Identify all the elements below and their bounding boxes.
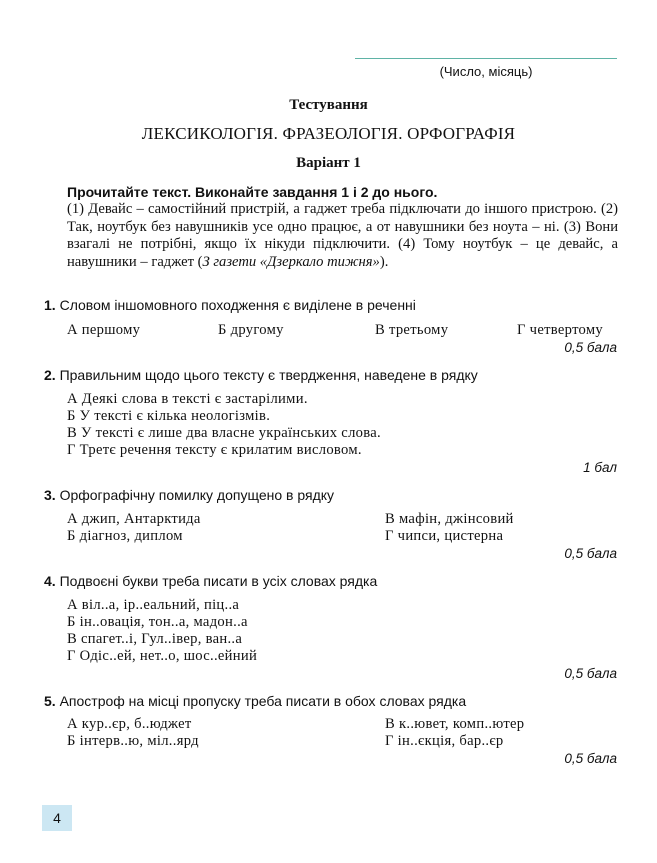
q3-option-a[interactable]: А джип, Антарктида — [67, 511, 201, 527]
page-number: 4 — [42, 805, 72, 831]
q4-option-a[interactable]: А віл..а, ір..еальний, піц..а — [67, 597, 240, 613]
q2-option-d[interactable]: Г Третє речення тексту є крилатим висловом. — [67, 442, 362, 458]
q5-option-c[interactable]: В к..ювет, комп..ютер — [385, 716, 525, 732]
question-text: Апостроф на місці пропуску треба писати в обох словах рядка — [59, 693, 467, 709]
q5-option-d[interactable]: Г ін..єкція, бар..єр — [385, 733, 504, 749]
question-number: 1. — [44, 297, 56, 313]
q3-option-d[interactable]: Г чипси, цистерна — [385, 528, 504, 544]
q3-option-c[interactable]: В мафін, джінсовий — [385, 511, 514, 527]
question-number: 2. — [44, 367, 56, 383]
reading-passage — [67, 201, 618, 271]
question-text: Правильним щодо цього тексту є твердження, наведене в рядку — [59, 367, 478, 383]
q5-points: 0,5 бала — [564, 751, 617, 766]
test-title: Тестування — [289, 97, 368, 113]
question-text: Подвоєні букви треба писати в усіх словах рядка — [59, 573, 378, 589]
q1-option-b[interactable]: Б другому — [218, 322, 284, 338]
q1-option-d[interactable]: Г четвертому — [517, 322, 604, 338]
question-number: 3. — [44, 487, 56, 503]
question-3 — [44, 487, 334, 503]
question-text: Орфографічну помилку допущено в рядку — [59, 487, 335, 503]
question-4 — [44, 573, 377, 589]
date-caption: (Число, місяць) — [439, 64, 533, 79]
question-1 — [44, 297, 416, 313]
section-title: ЛЕКСИКОЛОГІЯ. ФРАЗЕОЛОГІЯ. ОРФОГРАФІЯ — [141, 124, 516, 143]
q1-option-c[interactable]: В третьому — [375, 322, 449, 338]
question-number: 5. — [44, 693, 56, 709]
variant-title: Варіант 1 — [296, 155, 361, 171]
passage-text: (1) Девайс – самостійний пристрій, а гаджет треба підключати до іншого пристрою. (2) Так, ноутбук без навушників усе одно працює, а от навушники без ноута – ні. (3) Вони взагалі не потрібні, якщо їх нікуди підключити. (4) Тому ноутбук – це девайс, а навушники – гаджет ( — [67, 201, 618, 270]
q2-points: 1 бал — [583, 460, 617, 475]
q2-option-a[interactable]: А Деякі слова в тексті є застарілими. — [67, 391, 308, 407]
q3-option-b[interactable]: Б діагноз, диплом — [67, 528, 183, 544]
q2-option-b[interactable]: Б У тексті є кілька неологізмів. — [67, 408, 271, 424]
q1-option-a[interactable]: А першому — [67, 322, 141, 338]
q4-option-c[interactable]: В спагет..і, Гул..івер, ван..а — [67, 631, 243, 647]
passage-end: ). — [379, 253, 389, 270]
question-5 — [44, 693, 466, 709]
passage-paragraph — [67, 201, 618, 271]
q3-points: 0,5 бала — [564, 546, 617, 561]
question-text: Словом іншомовного походження є виділене в реченні — [59, 297, 416, 313]
passage-source: З газети «Дзеркало тижня» — [202, 253, 380, 270]
instruction: Прочитайте текст. Виконайте завдання 1 і 2 до нього. — [67, 184, 438, 200]
q4-option-b[interactable]: Б ін..овація, тон..а, мадон..а — [67, 614, 248, 630]
q2-option-c[interactable]: В У тексті є лише два власне українських слова. — [67, 425, 381, 441]
question-number: 4. — [44, 573, 56, 589]
q5-option-a[interactable]: А кур..єр, б..юджет — [67, 716, 192, 732]
date-line — [355, 58, 617, 59]
question-2 — [44, 367, 478, 383]
q4-option-d[interactable]: Г Одіс..ей, нет..о, шос..ейний — [67, 648, 258, 664]
q5-option-b[interactable]: Б інтерв..ю, міл..ярд — [67, 733, 199, 749]
q1-points: 0,5 бала — [564, 340, 617, 355]
q4-points: 0,5 бала — [564, 666, 617, 681]
